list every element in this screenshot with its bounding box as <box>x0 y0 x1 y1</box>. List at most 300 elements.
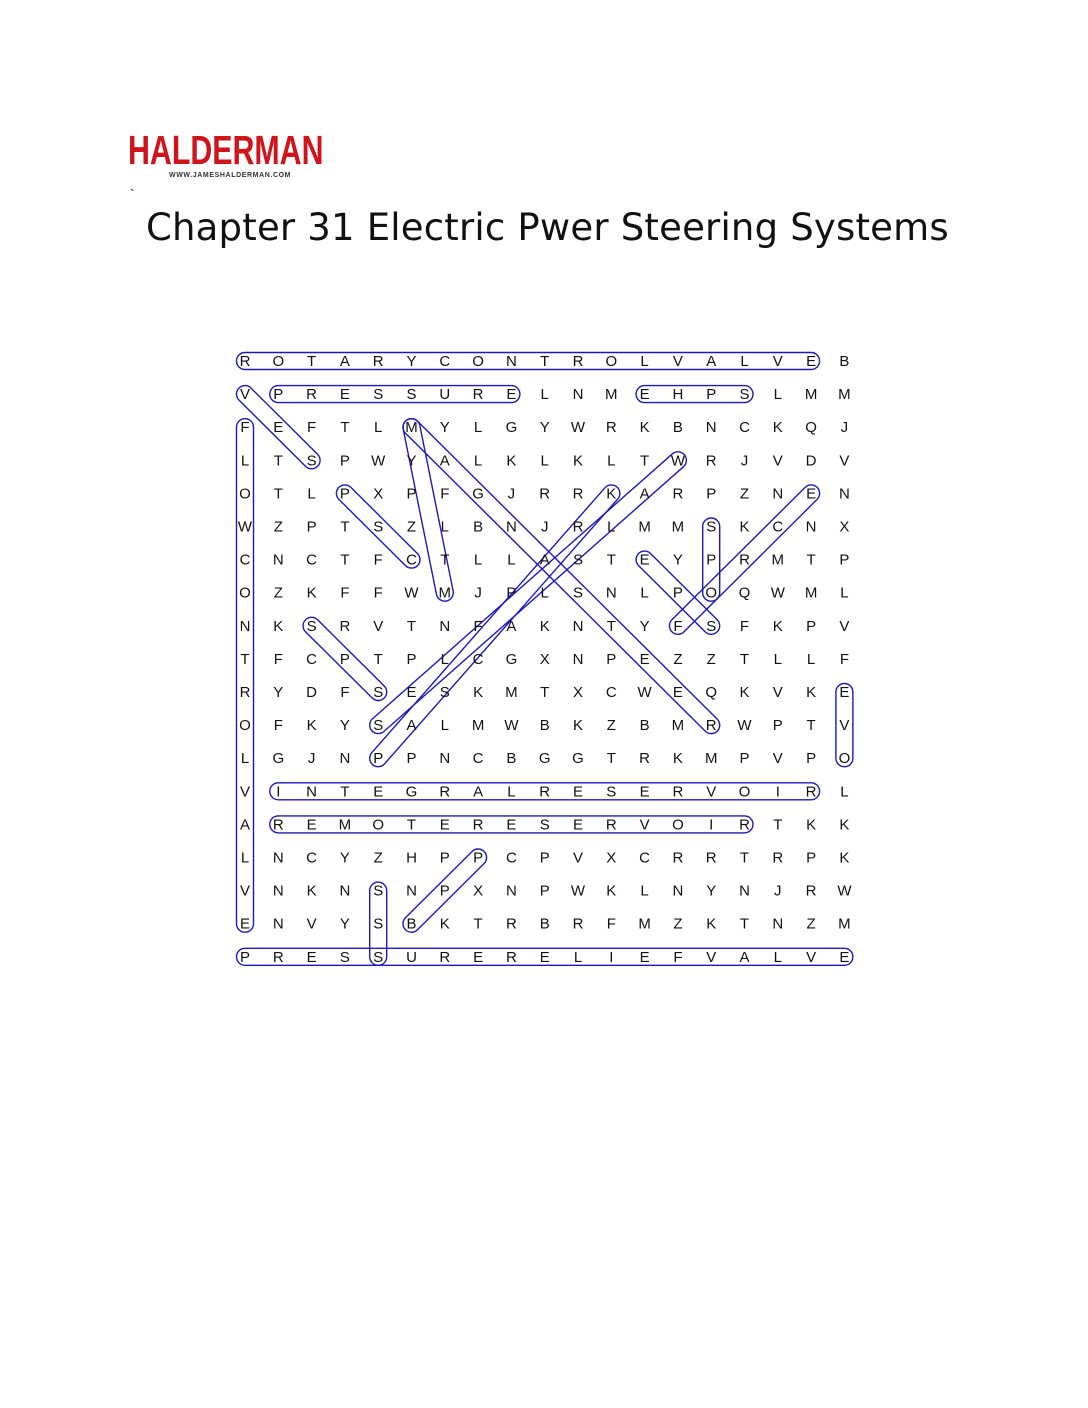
grid-letter: P <box>839 551 850 569</box>
grid-letter: V <box>839 717 850 735</box>
grid-letter: E <box>239 915 251 933</box>
grid-letter: R <box>505 915 517 933</box>
grid-letter: P <box>539 849 550 867</box>
grid-letter: S <box>572 551 584 569</box>
grid-letter: K <box>273 617 284 635</box>
grid-letter: Z <box>673 915 683 933</box>
grid-letter: X <box>572 684 584 701</box>
grid-letter: C <box>472 750 484 768</box>
grid-letter: M <box>671 717 685 735</box>
grid-letter: L <box>740 353 749 370</box>
grid-letter: S <box>572 584 584 602</box>
grid-letter: L <box>773 386 782 404</box>
grid-letter: M <box>804 386 818 404</box>
grid-letter: R <box>572 485 584 503</box>
grid-letter: O <box>372 816 385 834</box>
grid-letter: S <box>306 617 317 635</box>
stray-mark: ` <box>130 186 135 202</box>
grid-letter: E <box>639 948 650 966</box>
grid-letter: S <box>373 882 384 900</box>
grid-letter: C <box>639 849 651 867</box>
grid-letter: O <box>239 584 251 602</box>
grid-letter: W <box>504 717 519 735</box>
grid-letter: N <box>505 882 517 900</box>
grid-letter: L <box>240 452 250 470</box>
grid-letter: K <box>806 684 817 701</box>
grid-letter: T <box>440 551 450 569</box>
grid-letter: L <box>806 650 816 668</box>
grid-letter: V <box>572 849 584 867</box>
grid-letter: N <box>239 617 251 635</box>
grid-letter: Z <box>273 584 283 602</box>
grid-letter: X <box>839 518 850 536</box>
grid-letter: M <box>838 386 851 404</box>
grid-letter: Y <box>273 684 284 701</box>
grid-letter: R <box>605 816 617 834</box>
grid-letter: P <box>772 717 783 735</box>
grid-letter: V <box>806 948 817 966</box>
grid-letter: A <box>339 353 350 370</box>
grid-letter: T <box>606 551 616 569</box>
grid-letter: P <box>339 485 350 503</box>
grid-letter: E <box>839 684 850 701</box>
grid-letter: A <box>539 551 550 569</box>
grid-letter: P <box>739 750 750 768</box>
grid-letter: K <box>839 816 850 834</box>
grid-letter: G <box>405 783 418 801</box>
grid-letter: N <box>406 882 417 900</box>
grid-letter: N <box>505 518 517 536</box>
grid-letter: T <box>606 750 616 768</box>
grid-letter: R <box>739 551 750 569</box>
logo-url: WWW.JAMESHALDERMAN.COM <box>169 172 292 179</box>
grid-letter: M <box>605 386 618 404</box>
grid-letter: N <box>572 617 584 635</box>
grid-letter: T <box>773 816 783 834</box>
grid-letter: T <box>340 419 350 437</box>
grid-letter: Q <box>705 684 718 701</box>
grid-letter: P <box>706 485 717 503</box>
grid-letter: B <box>639 717 650 735</box>
grid-letter: F <box>273 650 283 668</box>
grid-letter: L <box>240 849 250 867</box>
grid-letter: G <box>505 419 518 437</box>
grid-letter: E <box>572 783 584 801</box>
grid-letter: N <box>272 882 284 900</box>
grid-letter: I <box>276 783 281 801</box>
grid-letter: T <box>340 551 350 569</box>
grid-letter: R <box>805 882 817 900</box>
grid-letter: T <box>340 518 350 536</box>
grid-letter: K <box>772 419 783 437</box>
grid-letter: E <box>406 684 417 701</box>
grid-letter: Y <box>672 551 683 569</box>
grid-letter: E <box>639 650 650 668</box>
grid-letter: S <box>706 518 717 536</box>
grid-letter: E <box>539 948 550 966</box>
grid-letter: Y <box>406 452 417 470</box>
grid-letter: K <box>306 882 317 900</box>
grid-letter: W <box>770 584 785 602</box>
grid-letter: E <box>506 386 517 404</box>
grid-letter: B <box>839 353 850 370</box>
grid-letter: Z <box>273 518 283 536</box>
grid-letter: R <box>239 353 251 370</box>
grid-letter: P <box>406 750 417 768</box>
grid-letter: O <box>672 816 684 834</box>
grid-letter: L <box>640 882 649 900</box>
grid-letter: S <box>373 915 384 933</box>
grid-letter: T <box>540 353 550 370</box>
grid-letter: F <box>739 617 750 635</box>
grid-letter: S <box>739 386 750 404</box>
grid-letter: V <box>706 948 717 966</box>
grid-letter: W <box>637 684 652 701</box>
grid-letter: N <box>339 882 351 900</box>
grid-letter: W <box>837 882 852 900</box>
found-word-ring <box>636 386 753 403</box>
grid-letter: K <box>739 518 750 536</box>
grid-letter: R <box>472 386 484 404</box>
grid-letter: R <box>505 948 517 966</box>
grid-letter: P <box>539 882 550 900</box>
grid-letter: T <box>806 717 816 735</box>
grid-letter: K <box>473 684 484 701</box>
grid-letter: F <box>373 551 383 569</box>
grid-letter: R <box>705 452 717 470</box>
grid-letter: O <box>605 353 618 370</box>
grid-letter: J <box>840 419 849 437</box>
grid-letter: P <box>339 452 350 470</box>
grid-letter: M <box>405 419 418 437</box>
grid-letter: Z <box>739 485 750 503</box>
grid-letter: V <box>306 915 317 933</box>
grid-letter: C <box>406 551 417 569</box>
grid-letter: N <box>306 783 318 801</box>
grid-letter: I <box>775 783 780 801</box>
grid-letter: K <box>672 750 683 768</box>
grid-letter: P <box>306 518 317 536</box>
grid-letter: B <box>406 915 417 933</box>
grid-letter: E <box>473 948 484 966</box>
grid-letter: C <box>605 684 617 701</box>
grid-letter: R <box>572 353 584 370</box>
grid-letter: K <box>806 816 817 834</box>
grid-letter: P <box>806 849 817 867</box>
grid-letter: V <box>239 386 251 404</box>
grid-letter: M <box>338 816 352 834</box>
grid-letter: S <box>706 617 717 635</box>
grid-letter: I <box>709 816 714 834</box>
grid-letter: S <box>373 948 384 966</box>
grid-letter: P <box>473 849 484 867</box>
grid-letter: O <box>272 353 285 370</box>
found-word-ring <box>366 481 623 770</box>
grid-letter: G <box>472 485 484 503</box>
grid-letter: K <box>572 717 584 735</box>
grid-letter: A <box>239 816 251 834</box>
grid-letter: L <box>374 419 383 437</box>
grid-letter: L <box>640 353 649 370</box>
grid-letter: L <box>607 518 616 536</box>
grid-letter: K <box>306 717 317 735</box>
grid-letter: M <box>438 584 452 602</box>
grid-letter: T <box>473 915 483 933</box>
grid-letter: E <box>306 816 317 834</box>
grid-letter: K <box>539 617 550 635</box>
grid-letter: L <box>773 650 782 668</box>
grid-letter: W <box>237 518 253 536</box>
grid-letter: N <box>772 485 784 503</box>
grid-letter: Z <box>706 650 716 668</box>
grid-letter: R <box>239 684 251 701</box>
grid-letter: F <box>673 948 683 966</box>
grid-letter: R <box>272 948 284 966</box>
grid-letter: T <box>273 485 283 503</box>
grid-letter: T <box>273 452 283 470</box>
grid-letter: R <box>439 783 451 801</box>
grid-letter: M <box>771 551 785 569</box>
grid-letter: T <box>307 353 317 370</box>
grid-letter: L <box>540 452 549 470</box>
grid-letter: L <box>240 750 250 768</box>
grid-letter: R <box>272 816 284 834</box>
grid-letter: K <box>739 684 750 701</box>
grid-letter: R <box>739 816 750 834</box>
grid-letter: E <box>806 353 817 370</box>
grid-letter: R <box>472 816 484 834</box>
grid-letter: F <box>273 717 283 735</box>
grid-letter: C <box>306 849 318 867</box>
grid-letter: Y <box>706 882 717 900</box>
grid-letter: T <box>240 650 250 668</box>
grid-letter: A <box>739 948 750 966</box>
grid-letter: V <box>772 750 783 768</box>
grid-letter: M <box>838 915 851 933</box>
grid-letter: E <box>273 419 284 437</box>
grid-letter: K <box>839 849 850 867</box>
page-title: Chapter 31 Electric Pwer Steering Systems <box>146 206 949 249</box>
grid-letter: E <box>639 386 650 404</box>
grid-letter: Y <box>339 849 350 867</box>
grid-letter: Z <box>406 518 417 536</box>
grid-letter: E <box>373 783 384 801</box>
grid-letter: D <box>306 684 318 701</box>
grid-letter: T <box>406 816 417 834</box>
grid-letter: L <box>473 551 483 569</box>
grid-letter: A <box>706 353 717 370</box>
grid-letter: I <box>609 948 614 966</box>
grid-letter: M <box>471 717 485 735</box>
grid-letter: G <box>538 750 551 768</box>
grid-letter: Y <box>406 353 417 370</box>
grid-letter: N <box>739 882 750 900</box>
grid-letter: C <box>239 551 251 569</box>
grid-letter: A <box>473 783 484 801</box>
grid-letter: Z <box>806 915 816 933</box>
grid-letter: T <box>606 617 616 635</box>
grid-letter: E <box>839 948 850 966</box>
grid-letter: B <box>672 419 683 437</box>
grid-letter: F <box>673 617 683 635</box>
grid-letter: O <box>738 783 751 801</box>
grid-letter: P <box>806 750 817 768</box>
grid-letter: N <box>272 551 284 569</box>
grid-letter: E <box>572 816 584 834</box>
grid-letter: T <box>806 551 816 569</box>
grid-letter: V <box>839 617 850 635</box>
grid-letter: Y <box>639 617 650 635</box>
grid-letter: L <box>473 419 483 437</box>
grid-letter: V <box>639 816 650 834</box>
grid-letter: K <box>439 915 450 933</box>
grid-letter: E <box>306 948 317 966</box>
grid-letter: N <box>272 915 284 933</box>
grid-letter: G <box>505 650 518 668</box>
grid-letter: Q <box>738 584 751 602</box>
grid-letter: E <box>639 551 650 569</box>
grid-letter: L <box>573 948 583 966</box>
grid-letter: N <box>439 617 451 635</box>
grid-letter: W <box>371 452 386 470</box>
grid-letter: K <box>306 584 317 602</box>
grid-letter: S <box>306 452 317 470</box>
grid-letter: S <box>339 948 350 966</box>
grid-letter: A <box>639 485 650 503</box>
grid-letter: R <box>539 485 551 503</box>
grid-letter: R <box>672 849 684 867</box>
grid-letter: L <box>540 584 549 602</box>
grid-letter: B <box>473 518 484 536</box>
grid-letter: E <box>639 783 650 801</box>
grid-letter: L <box>307 485 316 503</box>
grid-letter: F <box>373 584 383 602</box>
grid-letter: M <box>638 915 651 933</box>
grid-letter: G <box>272 750 285 768</box>
grid-letter: O <box>472 353 484 370</box>
grid-letter: F <box>340 684 350 701</box>
grid-letter: C <box>306 650 318 668</box>
grid-letter: P <box>606 650 617 668</box>
grid-letter: J <box>774 882 782 900</box>
grid-letter: O <box>705 584 718 602</box>
grid-letter: B <box>539 915 550 933</box>
grid-letter: P <box>406 485 417 503</box>
grid-letter: R <box>805 783 817 801</box>
grid-letter: B <box>506 750 517 768</box>
grid-letter: N <box>772 915 784 933</box>
grid-letter: V <box>373 617 384 635</box>
grid-letter: J <box>740 452 749 470</box>
grid-letter: S <box>439 684 450 701</box>
grid-letter: J <box>307 750 316 768</box>
grid-letter: F <box>307 419 317 437</box>
grid-letter: N <box>339 750 351 768</box>
grid-letter: L <box>840 584 849 602</box>
grid-letter: S <box>373 684 384 701</box>
grid-letter: K <box>606 485 617 503</box>
grid-letter: Z <box>673 650 683 668</box>
grid-letter: X <box>373 485 384 503</box>
grid-letter: E <box>339 386 350 404</box>
grid-letter: L <box>607 452 616 470</box>
grid-letter: A <box>406 717 417 735</box>
grid-letter: N <box>705 419 717 437</box>
grid-letter: V <box>839 452 850 470</box>
grid-letter: E <box>506 816 517 834</box>
grid-letter: L <box>440 518 449 536</box>
grid-letter: P <box>439 882 450 900</box>
grid-letter: R <box>306 386 318 404</box>
grid-letter: R <box>372 353 384 370</box>
grid-letter: C <box>439 353 451 370</box>
grid-letter: L <box>540 386 549 404</box>
grid-letter: C <box>772 518 784 536</box>
grid-letter: T <box>739 650 750 668</box>
grid-letter: L <box>773 948 782 966</box>
grid-letter: J <box>474 584 482 602</box>
grid-letter: S <box>373 717 384 735</box>
grid-letter: W <box>570 419 586 437</box>
found-word-ring <box>401 417 454 603</box>
grid-letter: R <box>572 915 584 933</box>
grid-letter: C <box>739 419 750 437</box>
grid-letter: K <box>506 452 517 470</box>
grid-letter: T <box>739 849 750 867</box>
grid-letter: R <box>705 717 717 735</box>
grid-letter: R <box>439 948 451 966</box>
grid-letter: T <box>406 617 417 635</box>
grid-letter: R <box>639 750 651 768</box>
grid-letter: A <box>506 617 517 635</box>
grid-letter: P <box>273 386 284 404</box>
grid-letter: S <box>373 518 384 536</box>
grid-letter: P <box>239 948 251 966</box>
grid-letter: V <box>772 353 783 370</box>
letter-grid <box>238 353 852 966</box>
grid-letter: R <box>339 617 351 635</box>
grid-letter: V <box>672 353 683 370</box>
grid-letter: Y <box>339 915 350 933</box>
grid-letter: S <box>606 783 617 801</box>
grid-letter: Y <box>539 419 550 437</box>
grid-letter: Y <box>339 717 350 735</box>
grid-letter: P <box>439 849 450 867</box>
grid-letter: B <box>539 717 550 735</box>
grid-letter: N <box>838 485 850 503</box>
grid-letter: N <box>672 882 684 900</box>
grid-letter: R <box>572 518 584 536</box>
grid-letter: F <box>340 584 350 602</box>
grid-letter: E <box>806 485 817 503</box>
grid-letter: K <box>606 882 617 900</box>
grid-letter: N <box>505 353 517 370</box>
grid-letter: R <box>672 485 684 503</box>
grid-letter: Y <box>439 419 450 437</box>
grid-letter: N <box>805 518 817 536</box>
grid-letter: V <box>772 684 783 701</box>
grid-letter: V <box>239 882 251 900</box>
grid-letter: X <box>473 882 484 900</box>
grid-letter: M <box>804 584 818 602</box>
grid-letter: C <box>472 650 484 668</box>
grid-letter: S <box>406 386 417 404</box>
grid-letter: G <box>572 750 584 768</box>
grid-letter: O <box>239 717 251 735</box>
grid-letter: P <box>406 650 417 668</box>
grid-letter: A <box>439 452 450 470</box>
grid-letter: X <box>539 650 550 668</box>
